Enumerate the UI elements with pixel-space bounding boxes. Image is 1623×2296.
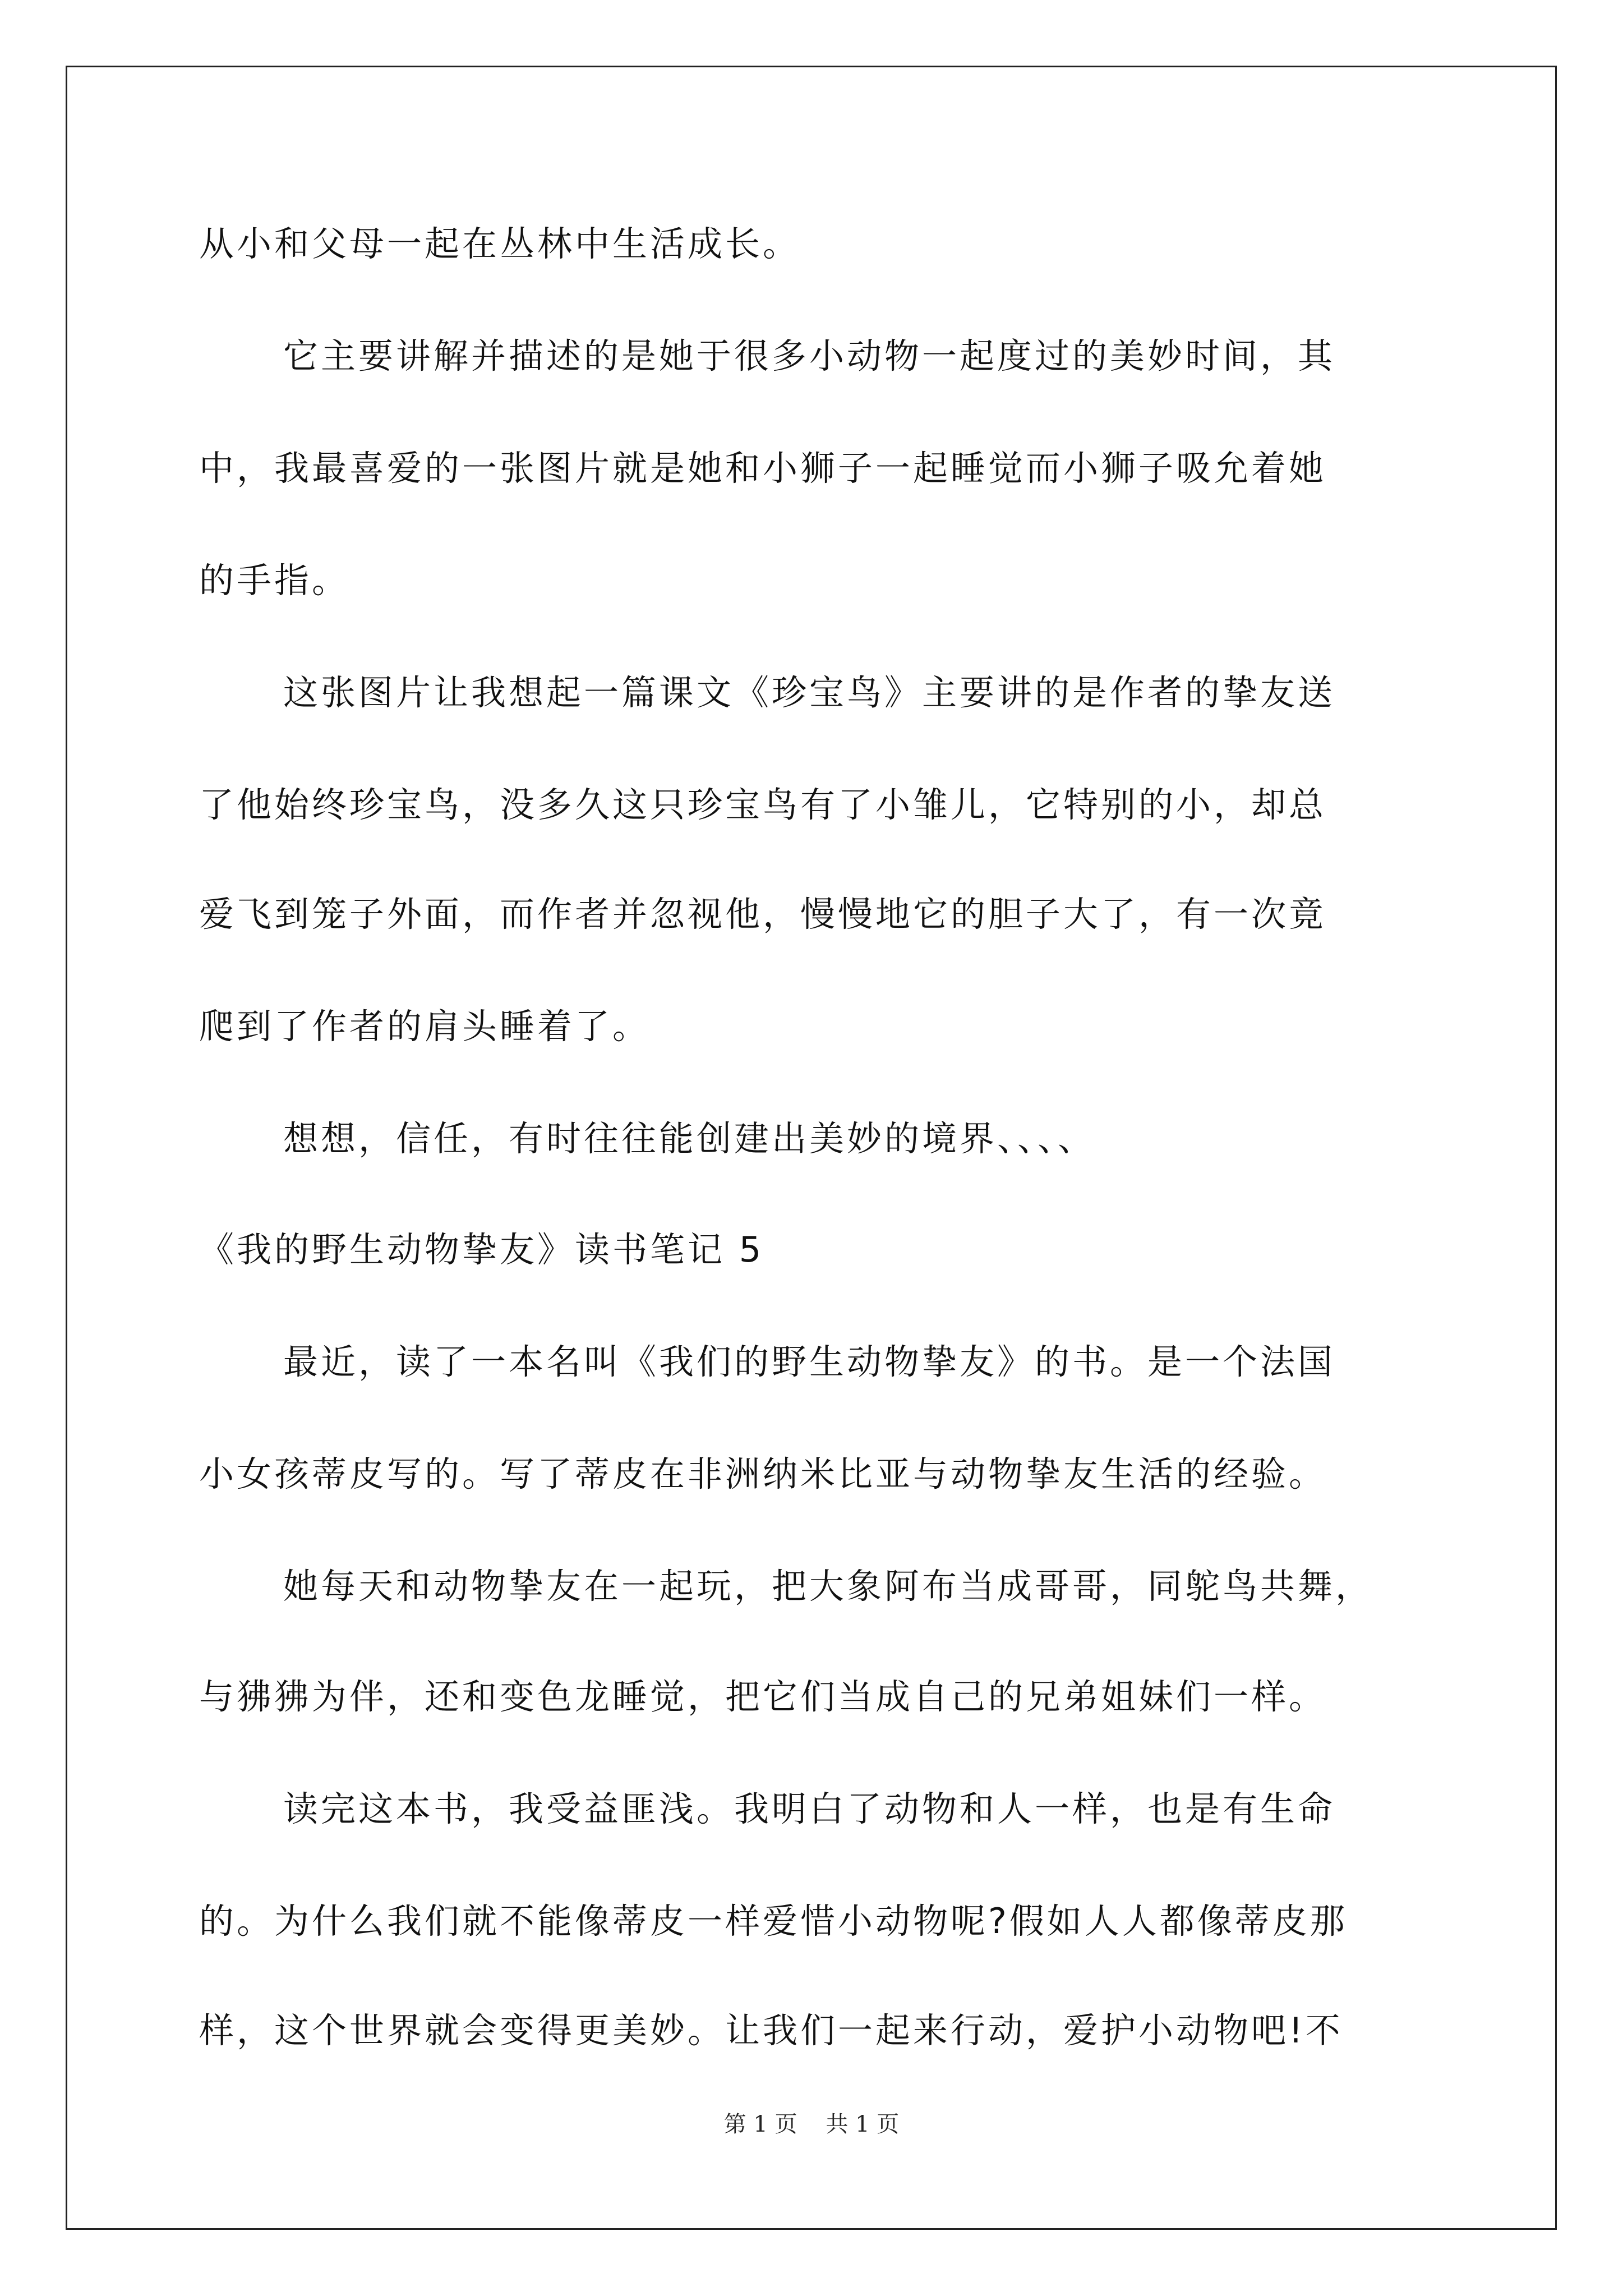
paragraph-start: 想想，信任，有时往往能创建出美妙的境界、、、、 xyxy=(283,1118,1096,1159)
paragraph-start: 读完这本书，我受益匪浅。我明白了动物和人一样，也是有生命 xyxy=(283,1788,1336,1829)
text-line: 了他始终珍宝鸟，没多久这只珍宝鸟有了小雏儿，它特别的小，却总 xyxy=(199,784,1327,825)
section-heading: 《我的野生动物挚友》读书笔记 5 xyxy=(199,1229,764,1270)
text-line: 从小和父母一起在丛林中生活成长。 xyxy=(199,223,801,264)
paragraph-start: 她每天和动物挚友在一起玩，把大象阿布当成哥哥，同鸵鸟共舞， xyxy=(283,1566,1373,1607)
paragraph-start: 最近，读了一本名叫《我们的野生动物挚友》的书。是一个法国 xyxy=(283,1341,1336,1382)
text-line: 样，这个世界就会变得更美妙。让我们一起来行动，爱护小动物吧!不 xyxy=(199,2010,1343,2051)
text-line: 的。为什么我们就不能像蒂皮一样爱惜小动物呢?假如人人都像蒂皮那 xyxy=(199,1901,1348,1941)
paragraph-start: 这张图片让我想起一篇课文《珍宝鸟》主要讲的是作者的挚友送 xyxy=(283,672,1336,713)
text-line: 的手指。 xyxy=(199,560,350,601)
page-footer: 第 1 页 共 1 页 xyxy=(723,2111,900,2137)
text-line: 中，我最喜爱的一张图片就是她和小狮子一起睡觉而小狮子吸允着她 xyxy=(199,448,1327,489)
text-line: 爱飞到笼子外面，而作者并忽视他，慢慢地它的胆子大了，有一次竟 xyxy=(199,894,1327,935)
text-line: 爬到了作者的肩头睡着了。 xyxy=(199,1006,651,1047)
paragraph-start: 它主要讲解并描述的是她于很多小动物一起度过的美妙时间，其 xyxy=(283,335,1336,376)
text-line: 与狒狒为伴，还和变色龙睡觉，把它们当成自己的兄弟姐妹们一样。 xyxy=(199,1676,1327,1717)
text-line: 小女孩蒂皮写的。写了蒂皮在非洲纳米比亚与动物挚友生活的经验。 xyxy=(199,1453,1327,1494)
